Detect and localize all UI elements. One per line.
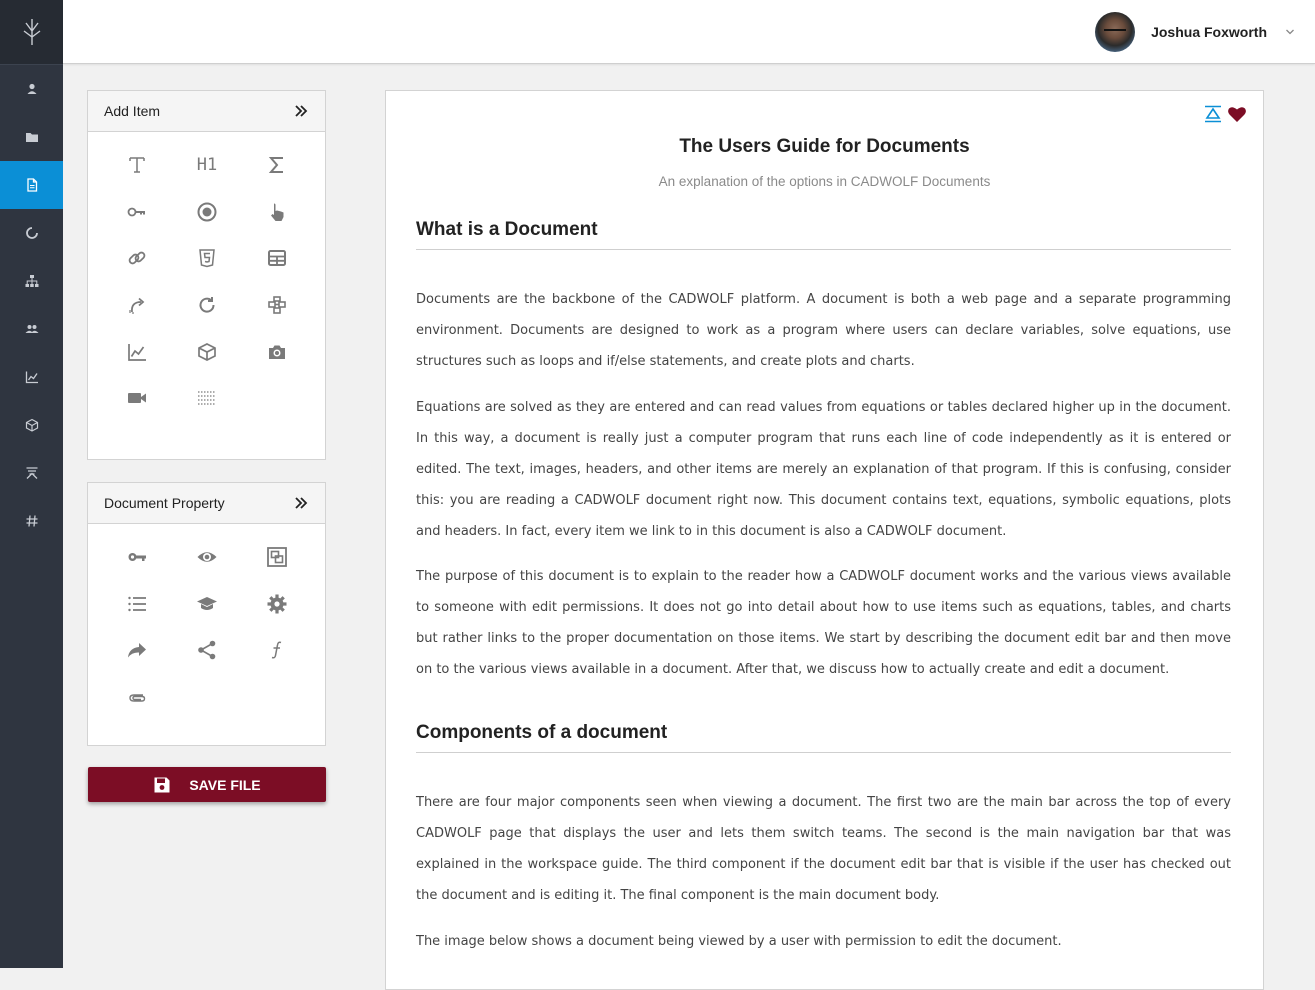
document-body xyxy=(385,90,1264,990)
user-name: Joshua Foxworth xyxy=(1151,24,1267,40)
refresh-icon[interactable] xyxy=(172,282,242,329)
function-icon[interactable] xyxy=(242,627,312,674)
double-chevron-right-icon[interactable] xyxy=(293,495,309,511)
video-icon[interactable] xyxy=(102,375,172,422)
list-icon[interactable] xyxy=(102,581,172,628)
document-property-header xyxy=(88,483,325,524)
filter-icon xyxy=(25,466,39,480)
heading-h1-icon[interactable]: H1 xyxy=(196,155,218,176)
paragraph: Equations are solved as they are entered and can read values from equations or tables declared higher up in the document. In this way, a document is really just a computer program that runs each line of code independently as it is entered or edited. The text, images, headers, and other items are merely an explanation of that program. If this is confusing, consider this: you are reading a CADWOLF document right now. This document contains text, equations, symbolic equations, plots and headers. In fact, every item we link to in this document is also a CADWOLF document. xyxy=(416,400,1231,539)
dotted-lines-icon[interactable] xyxy=(172,375,242,422)
cube-icon xyxy=(25,418,39,432)
flowchart-icon[interactable] xyxy=(242,282,312,329)
double-chevron-right-icon[interactable] xyxy=(293,103,309,119)
text-icon[interactable] xyxy=(102,142,172,189)
share-nodes-icon[interactable] xyxy=(172,627,242,674)
document-subtitle: An explanation of the options in CADWOLF Documents xyxy=(658,174,991,189)
folder-icon xyxy=(25,130,39,144)
html5-icon[interactable] xyxy=(172,235,242,282)
camera-icon[interactable] xyxy=(242,328,312,375)
nav-item-folder[interactable] xyxy=(0,113,63,161)
wolf-logo-icon xyxy=(21,17,43,47)
nav-item-sitemap[interactable] xyxy=(0,257,63,305)
eye-icon[interactable] xyxy=(172,534,242,581)
logo[interactable] xyxy=(0,0,63,65)
key-icon[interactable] xyxy=(102,189,172,236)
link-icon[interactable] xyxy=(102,235,172,282)
paragraph: There are four major components seen when viewing a document. The first two are the main bar across the top of every CADWOLF page that displays the user and lets them switch teams. The second is the main navigation bar that was explained in the workspace guide. The third component if the document edit bar that is visible if the user has checked out the document and is editing it. The final component is the main document body. xyxy=(416,795,1231,903)
users-icon xyxy=(25,322,39,336)
nav-item-documents[interactable] xyxy=(0,161,63,209)
document-icon xyxy=(25,178,39,192)
circle-notch-icon xyxy=(25,226,39,240)
redo-arrow-icon[interactable] xyxy=(102,282,172,329)
nav-item-datasets[interactable] xyxy=(0,449,63,497)
scroll-to-top-icon[interactable] xyxy=(1203,104,1223,124)
panel-title: Add Item xyxy=(104,103,161,119)
sitemap-icon xyxy=(25,274,39,288)
key-icon[interactable] xyxy=(102,534,172,581)
user-icon xyxy=(25,82,39,96)
section-heading: What is a Document xyxy=(416,219,1231,250)
object-group-icon[interactable] xyxy=(242,534,312,581)
line-chart-icon xyxy=(25,370,39,384)
nav-item-hashtag[interactable] xyxy=(0,497,63,545)
save-file-label: SAVE FILE xyxy=(189,776,261,793)
add-item-panel xyxy=(87,90,326,460)
hashtag-icon xyxy=(25,514,39,528)
panel-title: Document Property xyxy=(104,495,225,511)
main-nav xyxy=(0,0,63,968)
nav-item-circle[interactable] xyxy=(0,209,63,257)
user-menu[interactable] xyxy=(1095,12,1295,52)
avatar xyxy=(1095,12,1135,52)
heart-icon[interactable] xyxy=(1227,104,1247,124)
paragraph: Documents are the backbone of the CADWOLF platform. A document is both a web page and a separate programming environment. Documents are designed to work as a program where users can declare variables, solve equations, use structures such as loops and if/else statements, and create plots and charts. xyxy=(416,292,1231,369)
add-item-header xyxy=(88,91,325,132)
cube-icon[interactable] xyxy=(172,328,242,375)
line-chart-icon[interactable] xyxy=(102,328,172,375)
cog-icon[interactable] xyxy=(242,581,312,628)
hand-pointer-icon[interactable] xyxy=(242,189,312,236)
save-icon xyxy=(153,776,171,794)
top-bar xyxy=(63,0,1315,64)
section-heading: Components of a document xyxy=(416,722,1231,753)
nav-item-parts[interactable] xyxy=(0,401,63,449)
document-title: The Users Guide for Documents xyxy=(679,136,970,157)
section-components xyxy=(416,722,1231,957)
nav-item-user[interactable] xyxy=(0,65,63,113)
table-icon[interactable] xyxy=(242,235,312,282)
section-what-is-document xyxy=(416,219,1231,685)
radio-icon[interactable] xyxy=(172,189,242,236)
document-property-panel xyxy=(87,482,326,746)
paperclip-icon[interactable] xyxy=(102,674,172,721)
share-arrow-icon[interactable] xyxy=(102,627,172,674)
sigma-icon[interactable] xyxy=(242,142,312,189)
nav-item-team[interactable] xyxy=(0,305,63,353)
paragraph: The image below shows a document being viewed by a user with permission to edit the document. xyxy=(416,934,1062,949)
paragraph: The purpose of this document is to explain to the reader how a CADWOLF document works and the various views available to someone with edit permissions. It does not go into detail about how to use items such as equations, tables, and charts but rather links to the proper documentation on those items. We start by describing the document edit bar and then move on to the various views available in a document. After that, we discuss how to actually create and edit a document. xyxy=(416,569,1231,677)
save-file-button[interactable] xyxy=(88,767,326,802)
chevron-down-icon xyxy=(1285,27,1295,37)
nav-item-plots[interactable] xyxy=(0,353,63,401)
graduation-cap-icon[interactable] xyxy=(172,581,242,628)
